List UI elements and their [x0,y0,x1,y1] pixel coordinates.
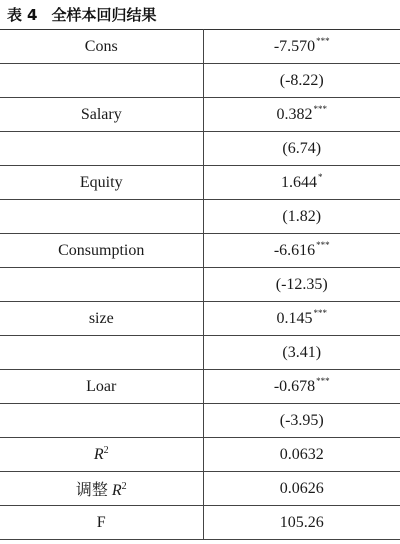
t-statistic-cell: (1.82) [203,200,400,234]
variable-cell: Consumption [0,234,203,268]
table-row-cons [0,30,400,64]
table-row-salary-t [0,132,400,166]
variable-cell: Equity [0,166,203,200]
t-statistic-cell: (-8.22) [203,64,400,98]
coefficient-value: -0.678 [273,377,316,395]
significance-stars: *** [316,375,330,386]
t-statistic-cell: (-12.35) [203,268,400,302]
variable-cell: Loar [0,370,203,404]
table-row-loar-t [0,404,400,438]
empty-cell [0,64,203,98]
table-row-consumption-t [0,268,400,302]
table-row-f-statistic [0,506,400,540]
empty-cell [0,404,203,438]
table-row-adjusted-r-squared [0,472,400,506]
coefficient-cell [203,370,400,404]
power-exponent: 2 [121,481,127,492]
r-symbol: R [93,445,104,463]
coefficient-value: 0.382 [276,105,313,123]
variable-cell: size [0,302,203,336]
caption-prefix: 表 [7,6,23,24]
significance-stars: *** [316,35,330,46]
caption-title: 全样本回归结果 [51,6,157,24]
table-row-loar [0,370,400,404]
table-caption [7,4,156,26]
regression-table [0,29,400,540]
significance-stars: *** [316,239,330,250]
r-squared-label [0,438,203,472]
variable-cell: Cons [0,30,203,64]
f-statistic-value: 105.26 [203,506,400,540]
table-row-size-t [0,336,400,370]
adjusted-prefix: 调整 [75,482,108,499]
table-row-consumption [0,234,400,268]
caption-number: 4 [27,6,38,24]
t-statistic-cell: (6.74) [203,132,400,166]
r-symbol: R [111,482,122,499]
coefficient-value: 1.644 [281,173,317,191]
significance-stars: * [318,171,323,182]
empty-cell [0,268,203,302]
coefficient-value: -6.616 [273,241,316,259]
empty-cell [0,132,203,166]
empty-cell [0,200,203,234]
table-row-equity-t [0,200,400,234]
adjusted-r-squared-label [0,472,203,506]
coefficient-cell [203,234,400,268]
adjusted-r-squared-value: 0.0626 [203,472,400,506]
table-row-salary [0,98,400,132]
t-statistic-cell: (-3.95) [203,404,400,438]
f-statistic-label: F [0,506,203,540]
significance-stars: *** [313,307,327,318]
coefficient-value: 0.145 [276,309,313,327]
power-exponent: 2 [103,444,109,456]
t-statistic-cell: (3.41) [203,336,400,370]
table-row-equity [0,166,400,200]
coefficient-value: -7.570 [273,37,316,55]
coefficient-cell [203,98,400,132]
coefficient-cell [203,166,400,200]
r-squared-value: 0.0632 [203,438,400,472]
empty-cell [0,336,203,370]
coefficient-cell [203,302,400,336]
coefficient-cell [203,30,400,64]
table-row-cons-t [0,64,400,98]
significance-stars: *** [313,103,327,114]
table-row-r-squared [0,438,400,472]
variable-cell: Salary [0,98,203,132]
table-row-size [0,302,400,336]
